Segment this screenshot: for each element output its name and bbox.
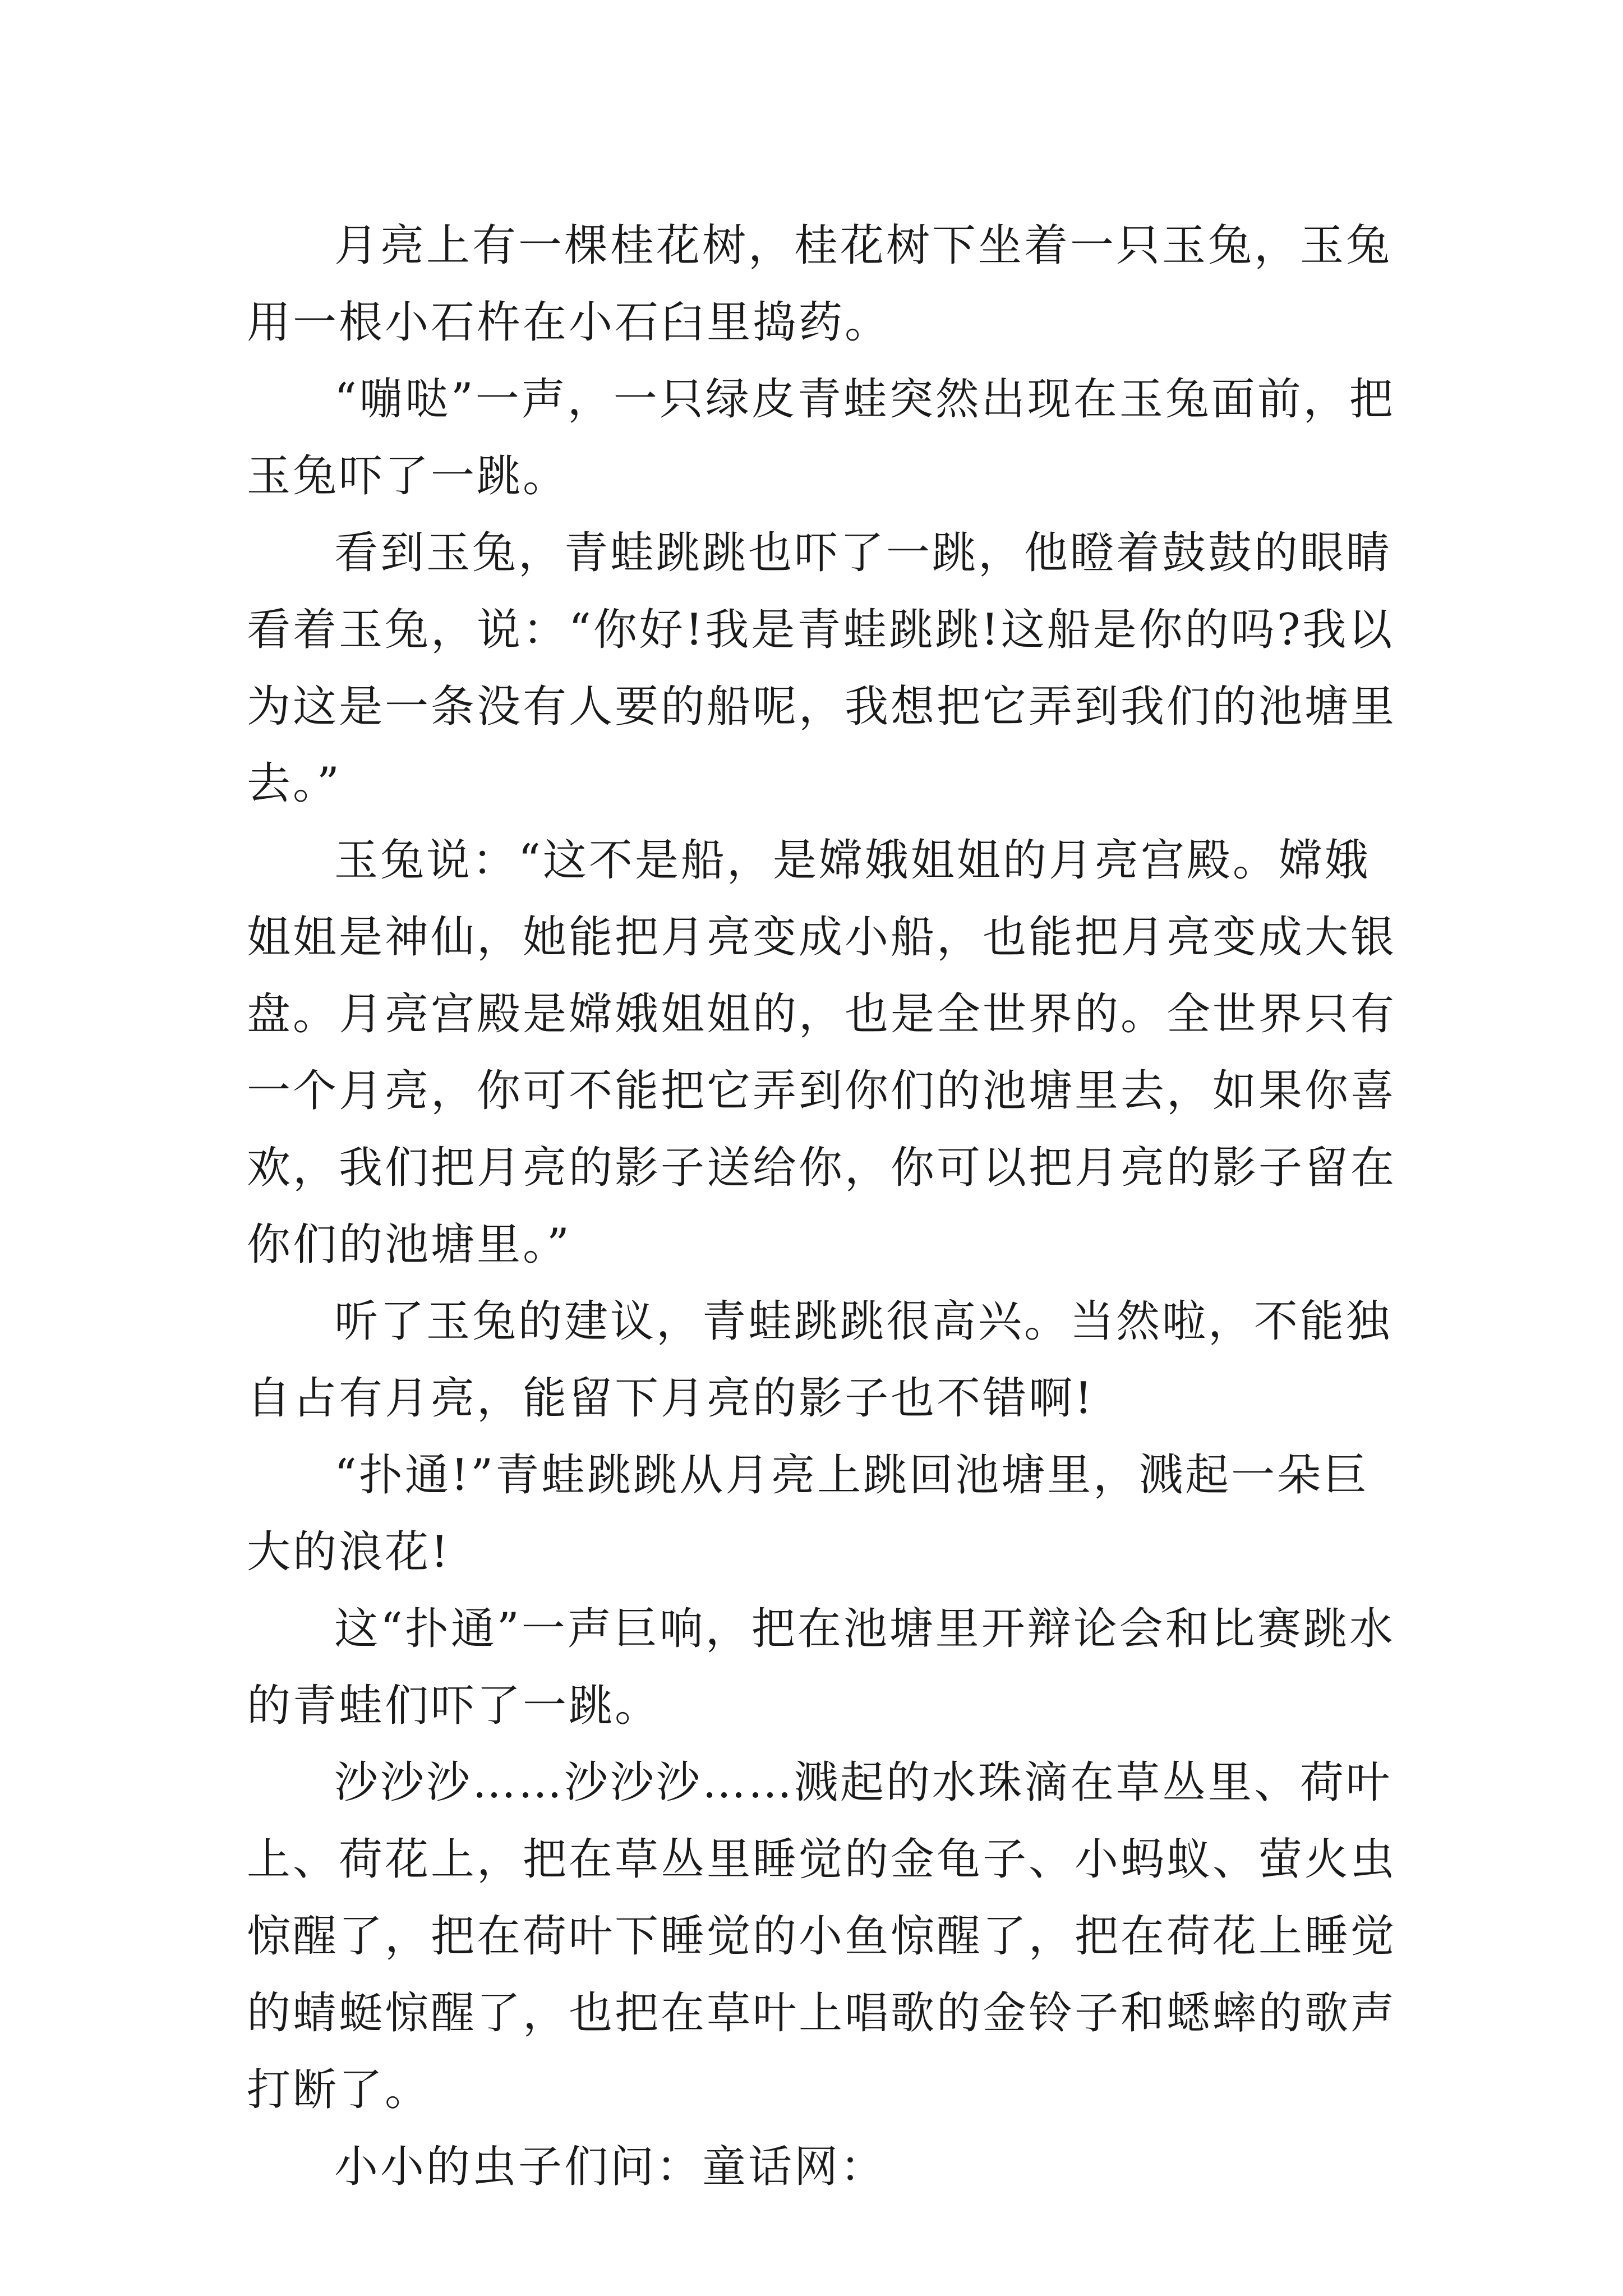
paragraph-7: 这“扑通”一声巨响，把在池塘里开辩论会和比赛跳水的青蛙们吓了一跳。 — [247, 1604, 1395, 1731]
paragraph-9: 小小的虫子们问：童话网： — [334, 2142, 887, 2192]
paragraph-1: 月亮上有一棵桂花树，桂花树下坐着一只玉兔，玉兔用一根小石杵在小石臼里捣药。 — [247, 220, 1393, 348]
paragraph-2: “嘣哒”一声，一只绿皮青蛙突然出现在玉兔面前，把玉兔吓了一跳。 — [247, 374, 1395, 501]
paragraph-6: “扑通!”青蛙跳跳从月亮上跳回池塘里，溅起一朵巨大的浪花! — [247, 1450, 1370, 1577]
paragraph-4: 玉兔说：“这不是船，是嫦娥姐姐的月亮宫殿。嫦娥姐姐是神仙，她能把月亮变成小船，也能把月亮变成大银盘。月亮宫殿是嫦娥姐姐的，也是全世界的。全世界只有一个月亮，你可不能把它弄到你们的池塘里去，如果你喜欢，我们把月亮的影子送给你，你可以把月亮的影子留在你们的池塘里。” — [247, 835, 1397, 1270]
paragraph-5: 听了玉兔的建议，青蛙跳跳很高兴。当然啦，不能独自占有月亮，能留下月亮的影子也不错啊! — [247, 1296, 1393, 1424]
story-text — [247, 208, 1396, 2206]
paragraph-3: 看到玉兔，青蛙跳跳也吓了一跳，他瞪着鼓鼓的眼睛看着玉兔，说：“你好!我是青蛙跳跳!这船是你的吗?我以为这是一条没有人要的船呢，我想把它弄到我们的池塘里去。” — [247, 528, 1397, 809]
paragraph-8: 沙沙沙……沙沙沙……溅起的水珠滴在草丛里、荷叶上、荷花上，把在草丛里睡觉的金龟子、小蚂蚁、萤火虫惊醒了，把在荷叶下睡觉的小鱼惊醒了，把在荷花上睡觉的蜻蜓惊醒了，也把在草叶上唱歌的金铃子和蟋蟀的歌声打断了。 — [247, 1757, 1397, 2115]
